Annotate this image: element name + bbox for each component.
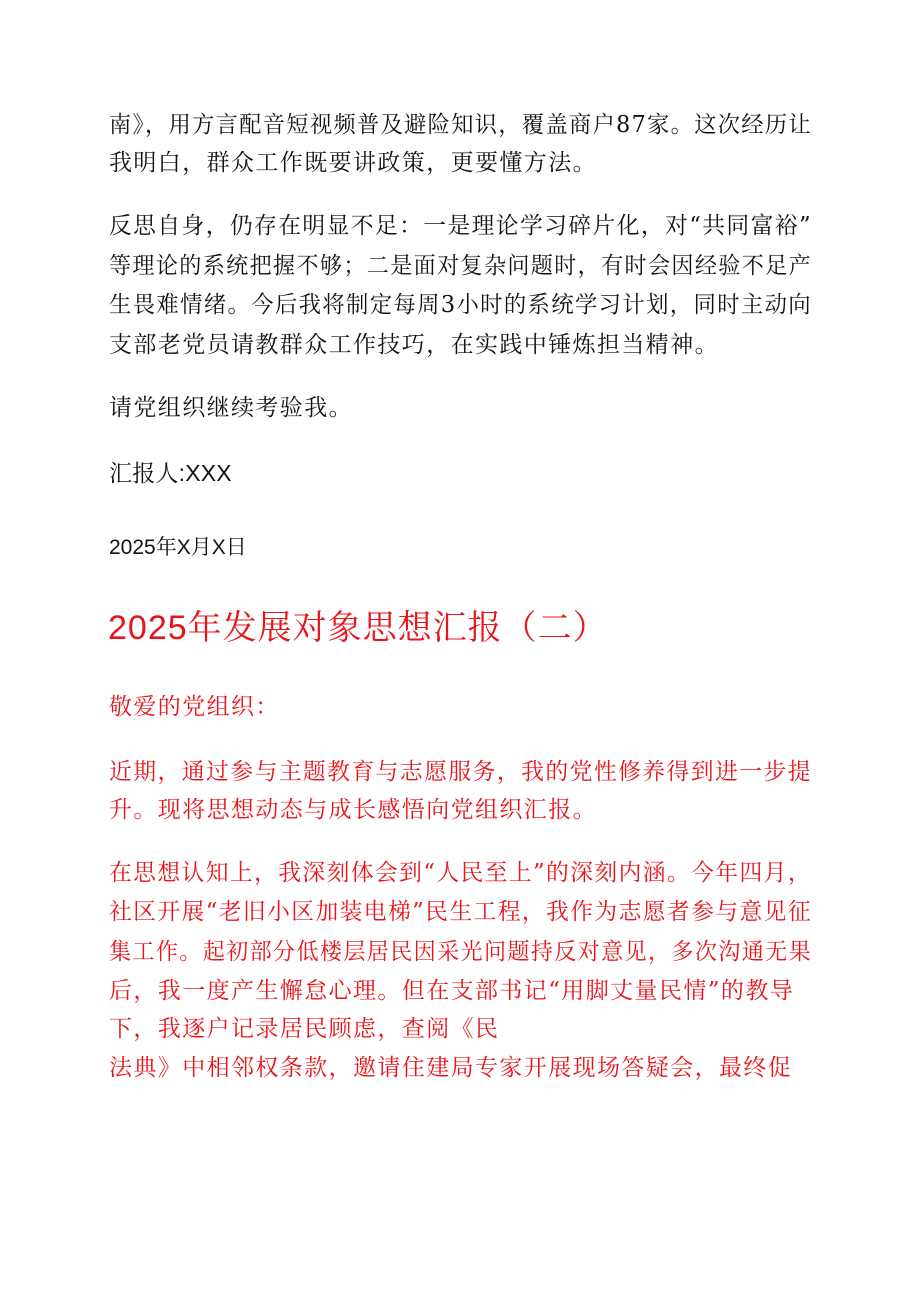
salutation: 敬爱的党组织： [109,694,280,720]
paragraph-line: 南》，用方言配音短视频普及避险知识，覆盖商户87家。这次经历让 [109,112,812,138]
reporter-line: 汇报人:XXX [109,460,232,486]
paragraph-line: 下，我逐户记录居民顾虑，查阅《民 [109,1016,500,1042]
paragraph-line: 后，我一度产生懈怠心理。但在支部书记“用脚丈量民情”的教导 [109,978,795,1004]
closing-line: 请党组织继续考验我。 [109,395,353,421]
paragraph-line: 社区开展“老旧小区加装电梯”民生工程，我作为志愿者参与意见征 [109,899,813,925]
section-title: 2025年发展对象思想汇报（二） [108,609,608,647]
paragraph-line: 近期，通过参与主题教育与志愿服务，我的党性修养得到进一步提 [109,759,813,785]
paragraph-line: 反思自身，仍存在明显不足：一是理论学习碎片化，对“共同富裕” [109,213,813,239]
paragraph-line: 等理论的系统把握不够；二是面对复杂问题时，有时会因经验不足产 [109,253,813,279]
date-line: 2025年X月X日 [109,536,247,559]
paragraph-line: 支部老党员请教群众工作技巧，在实践中锤炼担当精神。 [109,332,719,358]
paragraph-line: 升。现将思想动态与成长感悟向党组织汇报。 [109,797,597,823]
paragraph-line: 集工作。起初部分低楼层居民因采光问题持反对意见，多次沟通无果 [109,939,813,965]
paragraph-line: 法典》中相邻权条款，邀请住建局专家开展现场答疑会，最终促 [109,1055,793,1081]
paragraph-line: 生畏难情绪。今后我将制定每周3小时的系统学习计划，同时主动向 [109,292,813,318]
paragraph-line: 我明白，群众工作既要讲政策，更要懂方法。 [109,150,597,176]
paragraph-line: 在思想认知上，我深刻体会到“人民至上”的深刻内涵。今年四月， [109,860,813,886]
